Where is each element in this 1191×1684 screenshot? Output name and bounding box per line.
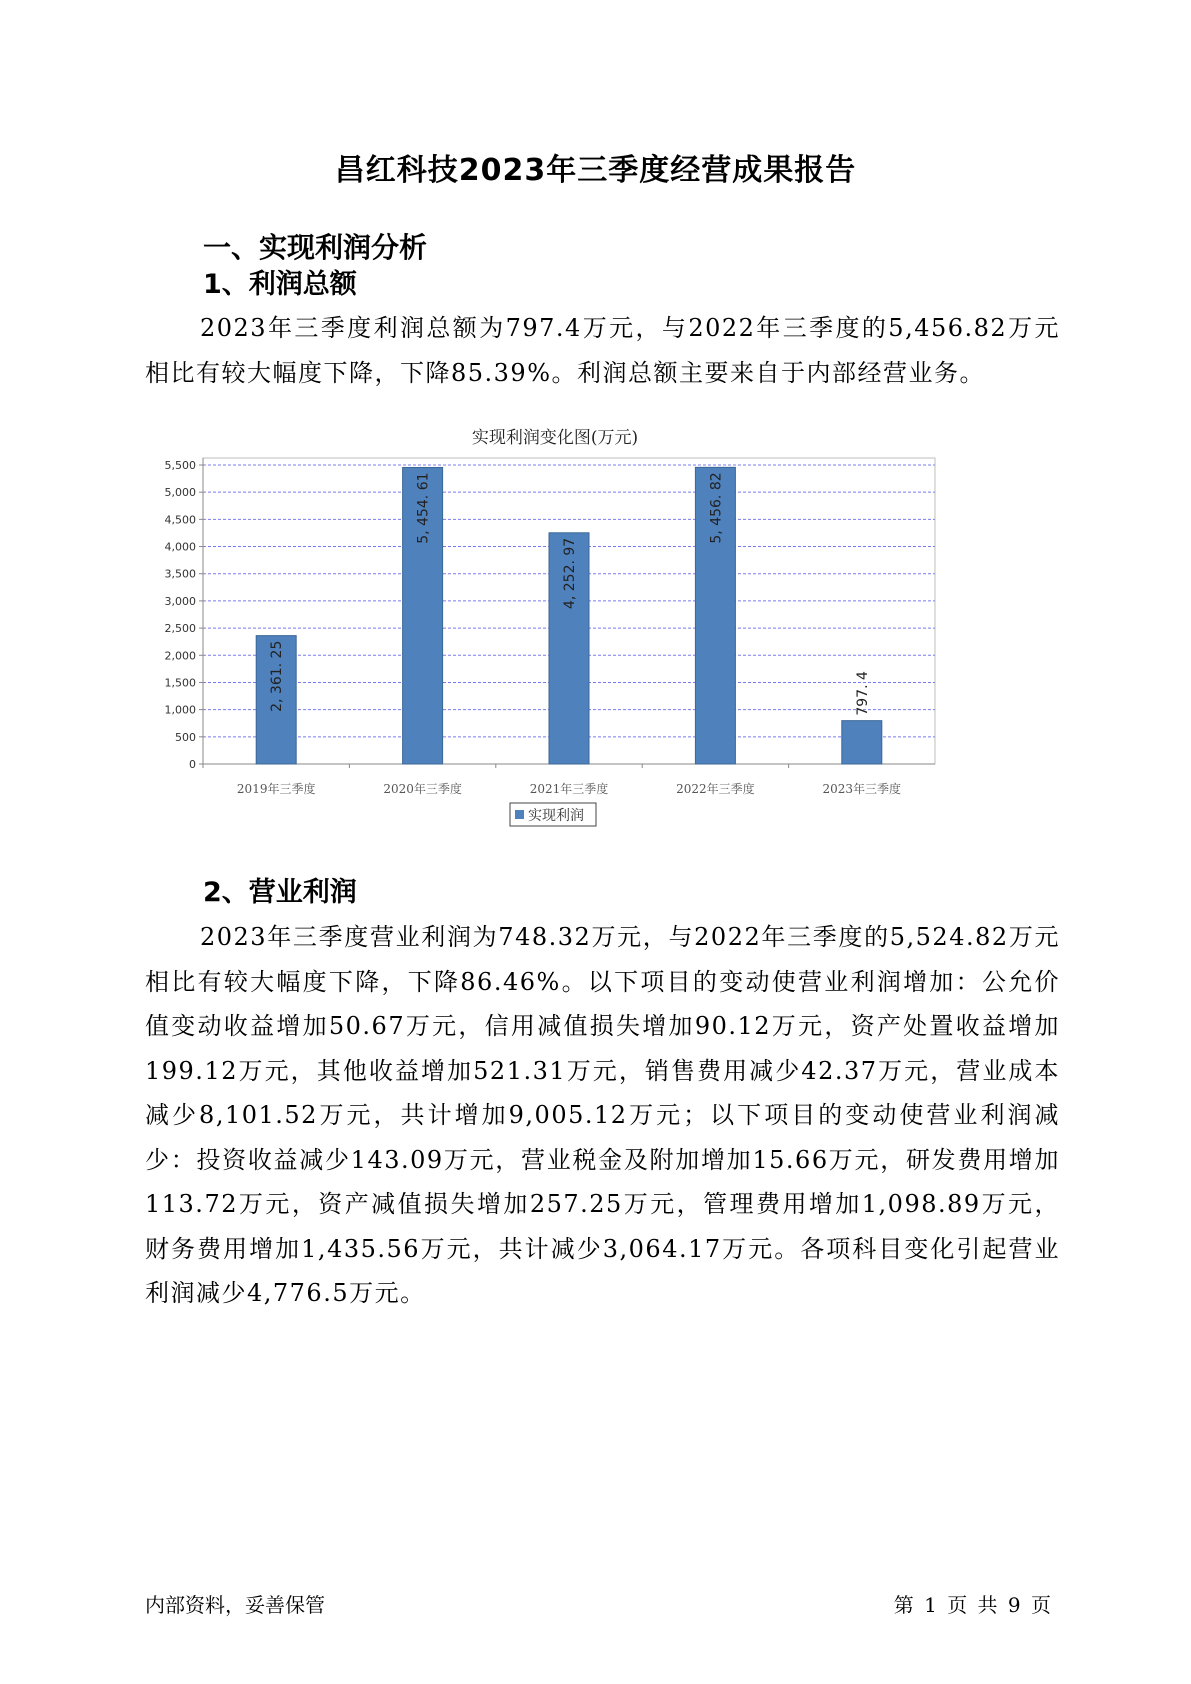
total-profit-paragraph: 2023年三季度利润总额为797.4万元，与2022年三季度的5,456.82万元相比有较大幅度下降，下降85.39%。利润总额主要来自于内部经营业务。 [145, 314, 1060, 387]
profit-chart [160, 428, 1020, 900]
data-label: 4, 252. 97 [562, 537, 578, 610]
subsection-heading-total-profit: 1、利润总额 [203, 269, 357, 300]
x-tick-label: 2022年三季度 [676, 782, 755, 796]
data-label: 2, 361. 25 [269, 640, 286, 712]
data-label: 797. 4 [854, 671, 871, 716]
section-heading-profit-analysis: 一、实现利润分析 [203, 231, 428, 264]
y-tick-label: 5,000 [164, 486, 196, 500]
bar [842, 721, 882, 764]
y-tick-label: 2,500 [164, 622, 196, 636]
x-tick-label: 2023年三季度 [822, 782, 902, 796]
subsection-heading-operating-profit: 2、营业利润 [203, 877, 357, 908]
footer-confidential-note: 内部资料，妥善保管 [145, 1593, 325, 1617]
legend-swatch [515, 810, 524, 819]
y-tick-label: 2,000 [164, 649, 196, 663]
y-tick-label: 0 [189, 758, 196, 771]
y-tick-label: 4,500 [164, 513, 196, 527]
y-tick-label: 1,500 [164, 676, 196, 690]
y-tick-label: 1,000 [164, 703, 196, 717]
legend-label: 实现利润 [528, 808, 584, 824]
data-label: 5, 456. 82 [708, 472, 725, 544]
y-tick-label: 5,500 [164, 459, 196, 472]
x-tick-label: 2020年三季度 [383, 782, 462, 796]
profit-chart-svg [160, 428, 1020, 900]
y-tick-label: 3,500 [164, 567, 196, 581]
y-tick-label: 3,000 [164, 594, 196, 608]
footer-page-number: 第 1 页 共 9 页 [893, 1593, 1051, 1617]
operating-profit-paragraph: 2023年三季度营业利润为748.32万元，与2022年三季度的5,524.82万元相比有较大幅度下降，下降86.46%。以下项目的变动使营业利润增加：公允价值变动收益增加50.67万元，信用减值损失增加90.12万元，资产处置收益增加199.12万元，其他收益增加521.31万元，销售费用减少42.37万元，营业成本减少8,101.52万元，共计增加9,005.12万元；以下项目的变动使营业利润减少：投资收益减少143.09万元，营业税金及附加增加15.66万元，研发费用增加113.72万元，资产减值损失增加257.25万元，管理费用增加1,098.89万元，财务费用增加1,435.56万元，共计减少3,064.17万元。各项科目变化引起营业利润减少4,776.5万元。 [145, 923, 1060, 1307]
chart-title: 实现利润变化图(万元) [471, 428, 639, 448]
document-title: 昌红科技2023年三季度经营成果报告 [334, 153, 857, 188]
data-label: 5, 454. 61 [415, 472, 432, 544]
x-tick-label: 2021年三季度 [529, 782, 609, 796]
y-tick-label: 500 [175, 730, 196, 744]
x-tick-label: 2019年三季度 [236, 782, 316, 796]
y-tick-label: 4,000 [164, 540, 196, 554]
